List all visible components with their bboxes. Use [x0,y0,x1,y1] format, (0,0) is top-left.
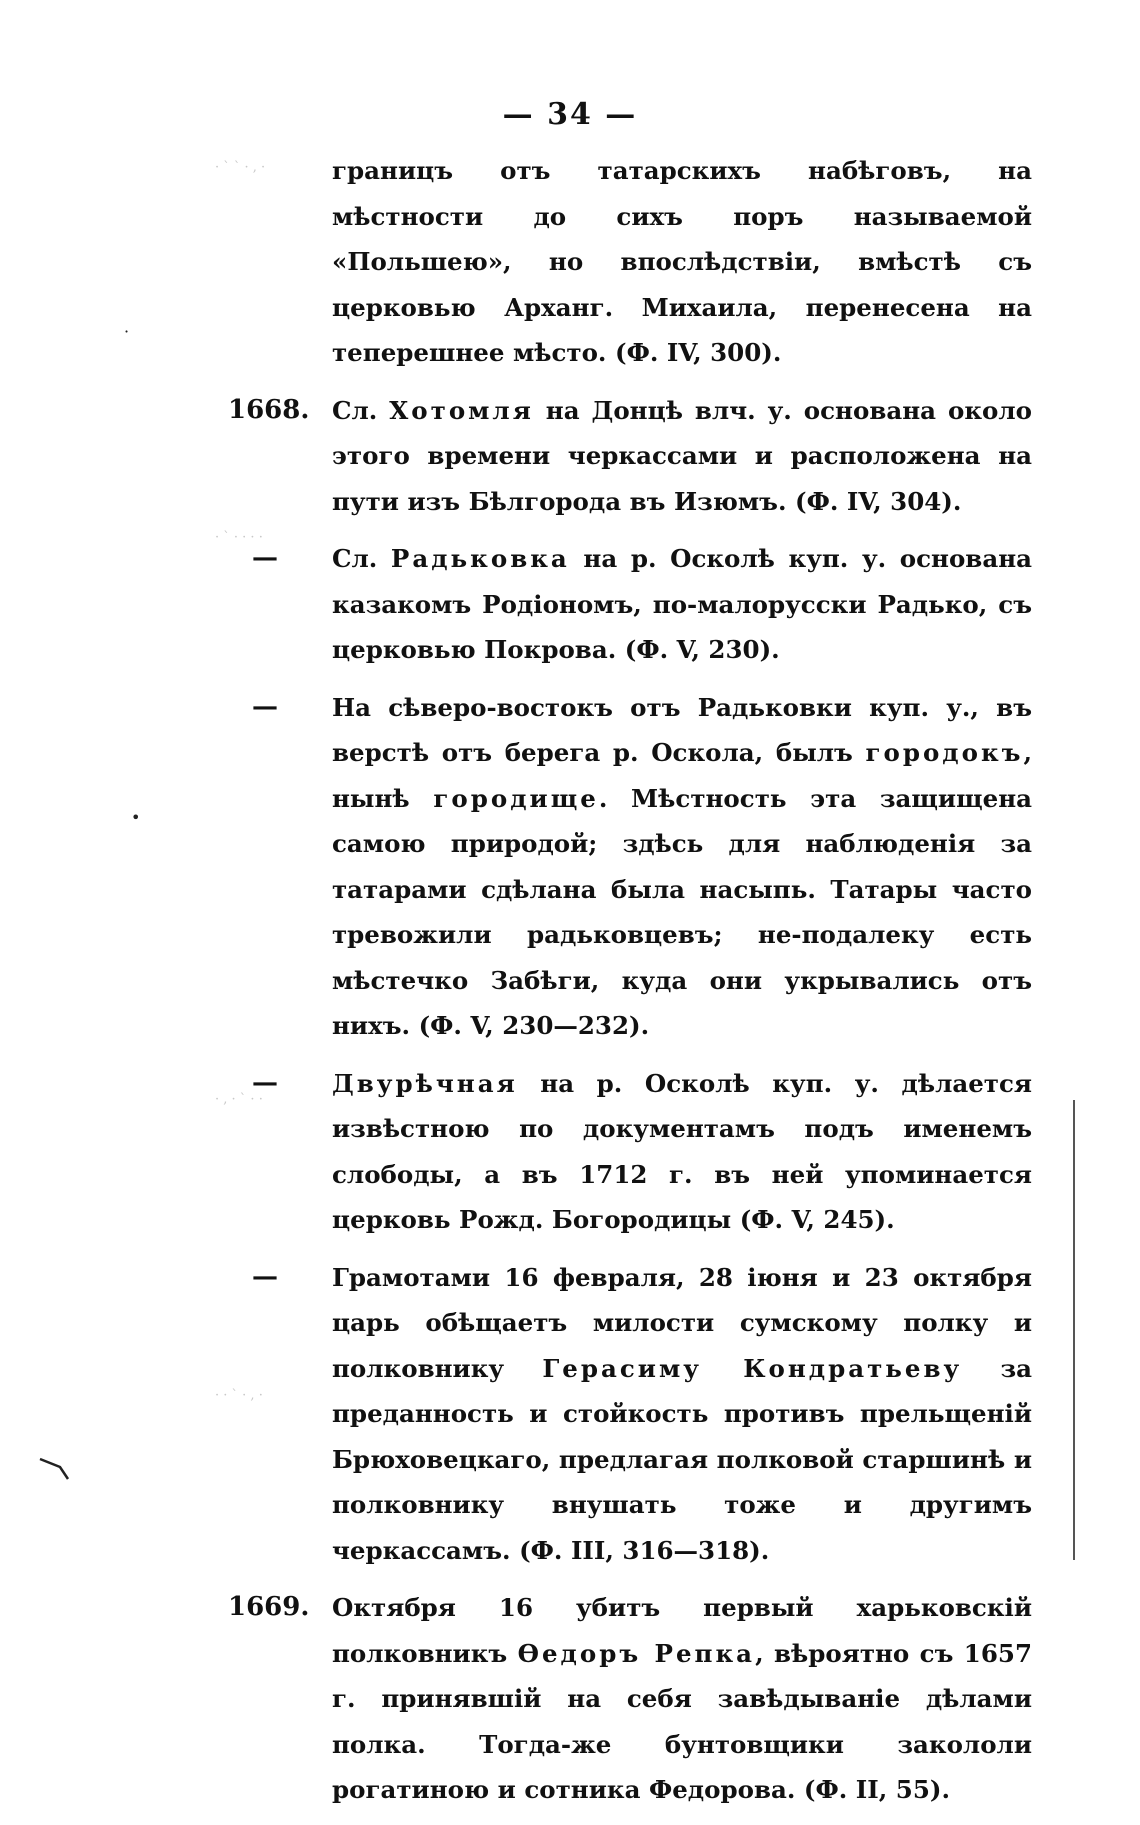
entry-text-segment: на Донцѣ влч. у. основана около этого времени черкассами и расположена на пути изъ Бѣлгорода въ Изюмъ. (Ф. IV, 304). [332,395,1032,516]
entry-dash: — [252,1067,278,1098]
place-name: городище [433,783,599,813]
place-name: Двурѣчная [332,1068,518,1098]
entry-text-segment: На сѣверо-востокъ отъ Радьковки куп. у., въ верстѣ отъ берега р. Оскола, былъ [332,692,1032,767]
entry-text [332,685,1032,1049]
entry-text-segment: на р. Осколѣ куп. у. основана казакомъ Родіономъ, по-малорусски Радько, съ церковью Покрова. (Ф. V, 230). [332,544,1032,664]
entry-text-segment: . Мѣстность эта защищена самою природой; здѣсь для наблюденія за татарами сдѣлана была насыпь. Татары часто тревожили радьковцевъ; не-подалеку есть мѣстечко Забѣги, куда они укрывались отъ нихъ. (Ф. V, 230—232). [332,783,1032,1040]
chronicle-entry [0,148,1140,376]
entry-text [332,1255,1032,1574]
chronicle-entry [0,1061,1140,1243]
chronicle-entry [0,685,1140,1049]
entry-text-segment: границъ отъ татарскихъ набѣговъ, на мѣстности до сихъ поръ называемой «Польшею», но впослѣдствіи, вмѣстѣ съ церковью Арханг. Михаила, перенесена на теперешнее мѣсто. (Ф. IV, 300). [332,156,1032,367]
margin-dot: • [131,808,141,827]
chronicle-entry [0,388,1140,525]
bleed-through-mark: · ` · · · · [215,530,263,545]
place-name: городокъ [865,738,1024,767]
margin-dot: · [124,322,130,341]
entry-text-segment: Грамотами 16 февраля, 28 іюня и 23 октября царь обѣщаетъ милости сумскому полку и полковнику [332,1262,1032,1383]
entry-text [332,536,1032,673]
entry-year: 1668. [228,394,310,425]
person-name: Өедоръ Репка [517,1638,756,1668]
place-name: Хотомля [389,395,534,425]
chronicle-entry [0,536,1140,673]
entry-text-segment: на р. Осколѣ куп. у. дѣлается извѣстною по документамъ подъ именемъ слободы, а въ 1712 г. въ ней упоминается церковь Рожд. Богородицы (Ф. V, 245). [332,1068,1032,1234]
entry-dash: — [252,1261,278,1292]
page-number: — 34 — [502,97,638,132]
entry-text-segment: , нынѣ [332,738,1032,813]
entry-dash: — [252,691,278,722]
entry-text-segment: за преданность и стойкость противъ прельщеній Брюховецкаго, предлагая полковой старшинѣ и полковнику внушать тоже и другимъ черкассамъ. (Ф. III, 316—318). [332,1353,1033,1565]
entry-text-segment: , вѣроятно съ 1657 г. принявшій на себя завѣдываніе дѣлами полка. Тогда-же бунтовщики закололи рогатиною и сотника Федорова. (Ф. II, 55). [332,1638,1032,1804]
entry-text [332,1585,1032,1813]
bleed-through-mark: · , · ` · · [215,1092,263,1107]
chronicle-entries [0,148,1140,1825]
chronicle-entry [0,1255,1140,1574]
entry-text [332,1061,1032,1243]
entry-dash: — [252,543,278,573]
entry-text [332,148,1032,376]
entry-year: 1669. [228,1592,310,1622]
entry-text-segment: Сл. [332,544,391,573]
entry-text-segment: Октября 16 убитъ первый харьковскій полковникъ [332,1593,1032,1668]
bleed-through-mark: · ` ` · , · [215,160,266,175]
place-name: Радьковка [390,544,570,573]
bleed-through-mark: · · ` · , · [215,1388,263,1403]
entry-text [332,388,1032,525]
entry-text-segment: Сл. [332,395,390,425]
person-name: Герасиму Кондратьеву [542,1353,963,1383]
chronicle-entry [0,1585,1140,1813]
